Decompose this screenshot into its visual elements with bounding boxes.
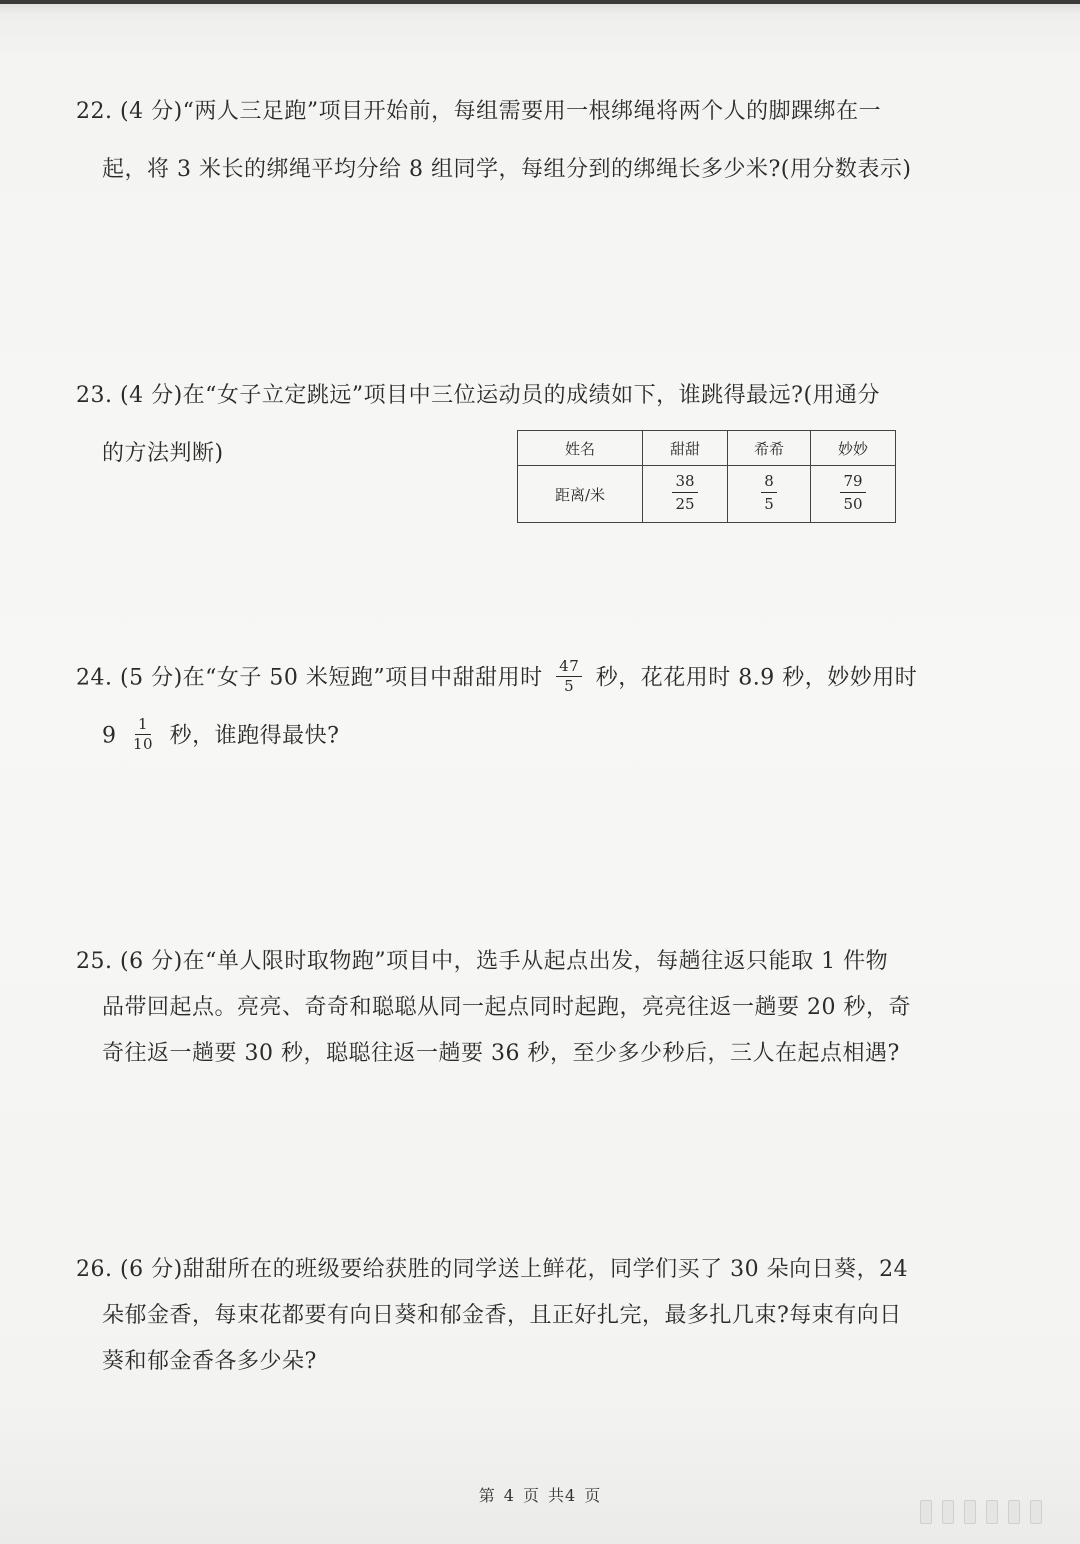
page-top-edge (0, 0, 1080, 4)
fraction-numerator: 8 (761, 471, 777, 493)
question-points: (6 分) (120, 1257, 183, 1282)
fraction (130, 716, 156, 753)
question-text: 在“女子立定跳远”项目中三位运动员的成绩如下，谁跳得最远?(用通分 (182, 383, 881, 408)
question-24-line-2 (102, 715, 340, 755)
table-cell (728, 466, 811, 523)
table-header-cell: 姓名 (518, 431, 643, 466)
question-text: 甜甜所在的班级要给获胜的同学送上鲜花，同学们买了 30 朵向日葵，24 (182, 1257, 909, 1282)
fraction-numerator: 38 (672, 471, 697, 493)
question-25-line-1 (76, 944, 888, 975)
question-number: 22. (76, 99, 113, 124)
fraction-numerator: 79 (840, 471, 865, 493)
question-24-line-1 (76, 657, 918, 697)
table-header-cell: 甜甜 (643, 431, 728, 466)
page-number: 4 (503, 1486, 515, 1505)
question-number: 25. (76, 949, 113, 974)
question-22-line-1 (76, 94, 881, 125)
fraction (761, 471, 777, 514)
question-text: 的方法判断) (102, 441, 224, 466)
fraction (672, 471, 697, 514)
question-text: 朵郁金香，每束花都要有向日葵和郁金香，且正好扎完，最多扎几束?每束有向日 (102, 1303, 902, 1328)
page-footer (0, 1483, 1080, 1506)
question-text: 起，将 3 米长的绑绳平均分给 8 组同学，每组分到的绑绳长多少米?(用分数表示) (102, 157, 912, 182)
table-cell (811, 466, 896, 523)
total-pages-unit: 页 (584, 1486, 602, 1505)
jump-results-table (517, 430, 896, 523)
question-text: 在“单人限时取物跑”项目中，选手从起点出发，每趟往返只能取 1 件物 (182, 949, 889, 974)
question-number: 24. (76, 665, 113, 691)
mixed-number-whole: 9 (102, 723, 117, 749)
corner-mark-block (964, 1500, 976, 1524)
question-text: 秒，花花用时 8.9 秒，妙妙用时 (595, 665, 918, 691)
page-unit: 页 (522, 1486, 540, 1505)
question-number: 26. (76, 1257, 113, 1282)
fraction-denominator: 10 (133, 735, 154, 753)
fraction (556, 658, 582, 695)
fraction-numerator: 1 (135, 716, 151, 735)
question-text: 品带回起点。亮亮、奇奇和聪聪从同一起点同时起跑，亮亮往返一趟要 20 秒，奇 (102, 995, 911, 1020)
table-header-cell: 希希 (728, 431, 811, 466)
question-text: 在“女子 50 米短跑”项目中甜甜用时 (182, 665, 543, 691)
question-points: (5 分) (120, 665, 183, 691)
corner-mark-block (1008, 1500, 1020, 1524)
corner-mark-block (1030, 1500, 1042, 1524)
question-text: “两人三足跑”项目开始前，每组需要用一根绑绳将两个人的脚踝绑在一 (182, 99, 882, 124)
question-points: (4 分) (120, 383, 183, 408)
question-points: (4 分) (120, 99, 183, 124)
question-text: 葵和郁金香各多少朵? (102, 1349, 317, 1374)
question-number: 23. (76, 383, 113, 408)
page-label: 第 (478, 1486, 496, 1505)
corner-mark-block (920, 1500, 932, 1524)
fraction-denominator: 5 (564, 677, 575, 695)
fraction (840, 471, 865, 514)
table-cell (643, 466, 728, 523)
question-26-line-1 (76, 1252, 908, 1283)
corner-mark-block (986, 1500, 998, 1524)
question-text: 秒，谁跑得最快? (169, 723, 340, 749)
fraction-denominator: 50 (843, 494, 863, 513)
table-row-label: 距离/米 (518, 466, 643, 523)
total-pages-label: 共4 (548, 1486, 577, 1505)
table-row (518, 466, 896, 523)
fraction-denominator: 25 (675, 494, 695, 513)
table-header-row (518, 431, 896, 466)
fraction-denominator: 5 (764, 494, 774, 513)
fraction-numerator: 47 (556, 658, 582, 677)
question-23-line-1 (76, 378, 880, 409)
question-points: (6 分) (120, 949, 183, 974)
question-text: 奇往返一趟要 30 秒，聪聪往返一趟要 36 秒，至少多少秒后，三人在起点相遇? (102, 1041, 900, 1066)
table-header-cell: 妙妙 (811, 431, 896, 466)
scan-corner-marks (920, 1500, 1060, 1522)
corner-mark-block (942, 1500, 954, 1524)
